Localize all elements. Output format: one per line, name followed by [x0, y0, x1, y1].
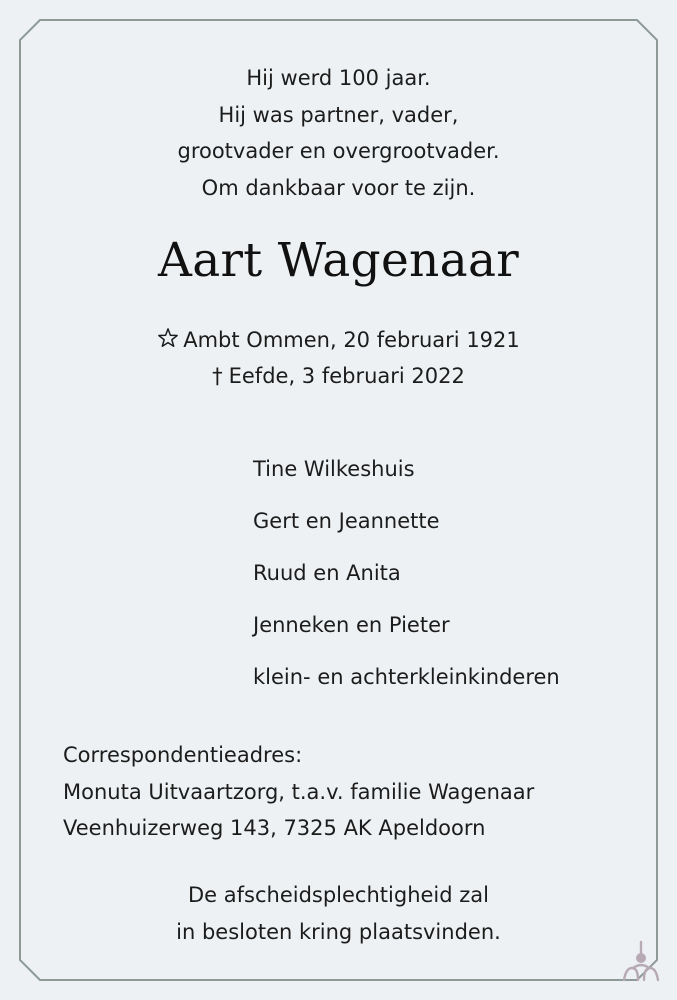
correspondence-line: Monuta Uitvaartzorg, t.a.v. familie Wagenaar	[63, 779, 535, 804]
correspondence-address	[63, 737, 643, 847]
family-list	[253, 443, 673, 703]
correspondence-line: Veenhuizerweg 143, 7325 AK Apeldoorn	[63, 816, 486, 840]
family-member: Gert en Jeannette	[253, 509, 440, 533]
death-text: Eefde, 3 februari 2022	[228, 364, 465, 388]
family-member: Jenneken en Pieter	[253, 613, 450, 637]
closing-line: De afscheidsplechtigheid zal	[188, 883, 489, 907]
intro-line: Hij was partner, vader,	[218, 102, 459, 127]
closing-line: in besloten kring plaatsvinden.	[176, 919, 501, 944]
birth-text: Ambt Ommen, 20 februari 1921	[183, 328, 520, 352]
cross-icon: †	[212, 364, 223, 388]
intro-line: Hij werd 100 jaar.	[246, 66, 431, 90]
correspondence-heading: Correspondentieadres:	[63, 743, 303, 767]
death-row	[0, 358, 677, 394]
closing-text	[0, 877, 677, 950]
family-member: Tine Wilkeshuis	[253, 457, 415, 481]
intro-line: Om dankbaar voor te zijn.	[201, 175, 476, 200]
family-logo-icon	[618, 938, 664, 984]
intro-line: grootvader en overgrootvader.	[177, 139, 500, 163]
family-member: Ruud en Anita	[253, 561, 401, 585]
birth-row	[0, 322, 677, 358]
life-dates	[0, 322, 677, 394]
star-icon	[157, 327, 179, 349]
deceased-name: Aart Wagenaar	[157, 233, 520, 288]
family-member: klein- en achterkleinkinderen	[253, 665, 560, 689]
intro-text	[0, 60, 677, 206]
